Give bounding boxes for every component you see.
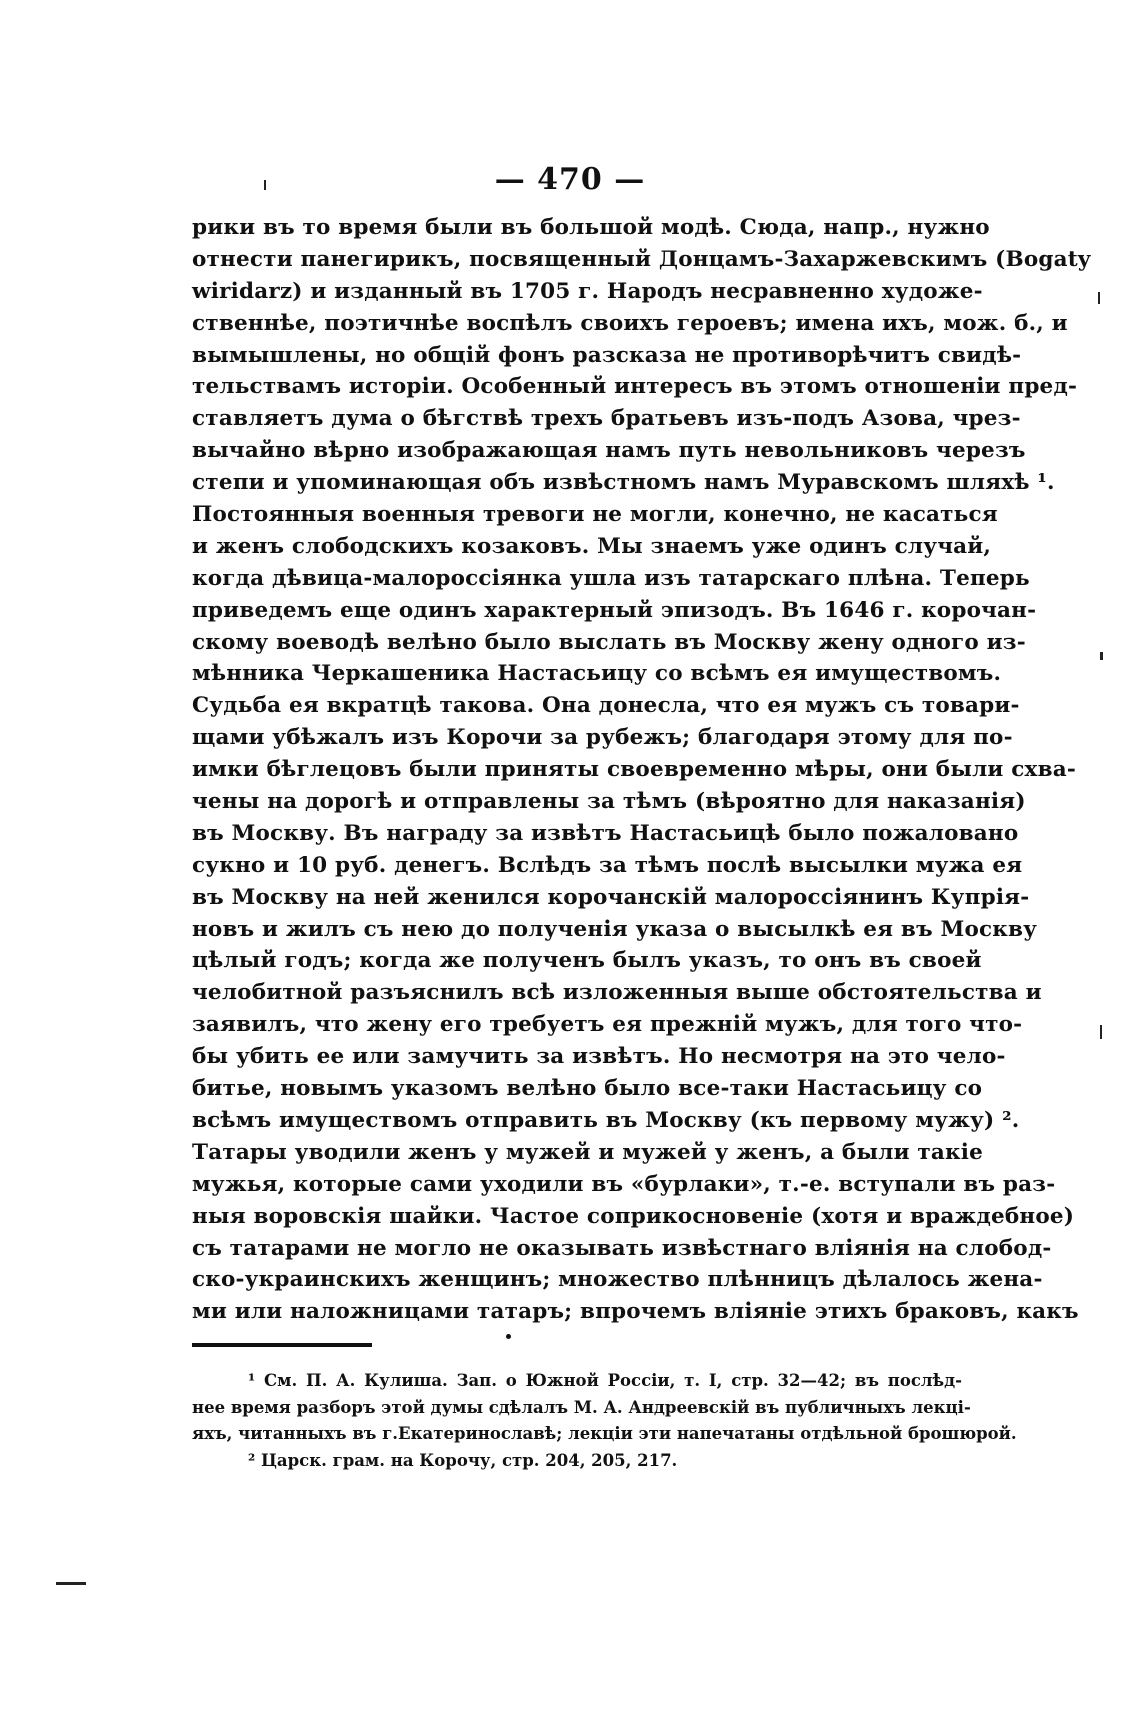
- text-line: съ татарами не могло не оказывать извѣстнаго вліянія на слобод-: [192, 1235, 1052, 1261]
- text-line: мѣнника Черкашеника Настасьицу со всѣмъ ея имуществомъ.: [192, 661, 1002, 687]
- text-line: когда дѣвица-малороссіянка ушла изъ татарскаго плѣна. Теперь: [192, 565, 1030, 591]
- text-line: въ Москву. Въ награду за извѣтъ Настасьицѣ было пожаловано: [192, 820, 1019, 846]
- margin-mark: [264, 180, 266, 190]
- margin-mark: [1100, 1025, 1102, 1039]
- text-line: всѣмъ имуществомъ отправить въ Москву (къ первому мужу) ².: [192, 1107, 1020, 1133]
- margin-mark: [1098, 292, 1100, 304]
- text-line: степи и упоминающая объ извѣстномъ намъ Муравскомъ шляхѣ ¹.: [192, 470, 1055, 496]
- text-line: вымышлены, но общій фонъ разсказа не противорѣчитъ свидѣ-: [192, 342, 1022, 368]
- text-line: приведемъ еще одинъ характерный эпизодъ. Въ 1646 г. корочан-: [192, 597, 1037, 623]
- text-line: имки бѣглецовъ были приняты своевременно мѣры, они были схва-: [192, 757, 1076, 783]
- page-number: — 470 —: [494, 162, 646, 197]
- footnote-line: нее время разборъ этой думы сдѣлалъ М. А. Андреевскій въ публичныхъ лекці-: [192, 1397, 971, 1417]
- text-line: ственнѣе, поэтичнѣе воспѣлъ своихъ героевъ; имена ихъ, мож. б., и: [192, 310, 1068, 336]
- text-line: Судьба ея вкратцѣ такова. Она донесла, что ея мужъ съ товари-: [192, 693, 1020, 719]
- text-line: Татары уводили женъ у мужей и мужей у женъ, а были такіе: [192, 1139, 984, 1165]
- text-line: тельствамъ исторіи. Особенный интересъ въ этомъ отношеніи пред-: [192, 374, 1078, 400]
- text-line: щами убѣжалъ изъ Корочи за рубежъ; благодаря этому для по-: [192, 725, 1013, 751]
- text-line: wiridarz) и изданный въ 1705 г. Народъ несравненно художе-: [192, 278, 983, 304]
- text-line: рики въ то время были въ большой модѣ. Сюда, напр., нужно: [192, 215, 990, 240]
- text-line: ми или наложницами татаръ; впрочемъ вліяніе этихъ браковъ, какъ: [192, 1299, 1079, 1325]
- text-line: въ Москву на ней женился корочанскій малороссіянинъ Купрія-: [192, 884, 1030, 910]
- margin-mark: [56, 1582, 86, 1585]
- text-line: чены на дорогѣ и отправлены за тѣмъ (вѣроятно для наказанія): [192, 789, 1026, 815]
- text-line: новъ и жилъ съ нею до полученія указа о высылкѣ ея въ Москву: [192, 916, 1038, 942]
- footnote-divider: [192, 1343, 372, 1347]
- footnote-line: ¹ См. П. А. Кулиша. Зап. о Южной Россіи, т. I, стр. 32—42; въ послѣд-: [248, 1371, 962, 1390]
- text-line: ставляетъ дума о бѣгствѣ трехъ братьевъ изъ-подъ Азова, чрез-: [192, 406, 1021, 432]
- text-line: ныя воровскія шайки. Частое соприкосновеніе (хотя и враждебное): [192, 1203, 1075, 1229]
- margin-mark: [1100, 652, 1103, 660]
- text-line: бы убить ее или замучить за извѣтъ. Но несмотря на это чело-: [192, 1044, 1006, 1070]
- footnote-line: ² Царск. грам. на Корочу, стр. 204, 205, 217.: [248, 1450, 678, 1470]
- text-line: отнести панегирикъ, посвященный Донцамъ-Захаржевскимъ (Bogaty: [192, 246, 1091, 272]
- footnotes: [192, 1368, 1017, 1474]
- print-dot: [506, 1334, 511, 1339]
- text-line: и женъ слободскихъ козаковъ. Мы знаемъ уже одинъ случай,: [192, 533, 992, 559]
- text-line: цѣлый годъ; когда же полученъ былъ указъ, то онъ въ своей: [192, 948, 982, 974]
- text-line: заявилъ, что жену его требуетъ ея прежній мужъ, для того что-: [192, 1012, 1023, 1038]
- text-line: Постоянныя военныя тревоги не могли, конечно, не касаться: [192, 502, 998, 528]
- text-line: челобитной разъяснилъ всѣ изложенныя выше обстоятельства и: [192, 980, 1042, 1006]
- text-line: вычайно вѣрно изображающая намъ путь невольниковъ черезъ: [192, 438, 1026, 464]
- text-line: мужья, которые сами уходили въ «бурлаки», т.-е. вступали въ раз-: [192, 1171, 1056, 1197]
- text-line: скому воеводѣ велѣно было выслать въ Москву жену одного из-: [192, 629, 1026, 655]
- footnote-line: яхъ, читанныхъ въ г.Екатеринославѣ; лекціи эти напечатаны отдѣльной брошюрой.: [192, 1424, 1017, 1443]
- text-line: битье, новымъ указомъ велѣно было все-таки Настасьицу со: [192, 1076, 983, 1102]
- body-text: [192, 212, 1091, 1328]
- text-line: сукно и 10 руб. денегъ. Вслѣдъ за тѣмъ послѣ высылки мужа ея: [192, 852, 1023, 878]
- text-line: ско-украинскихъ женщинъ; множество плѣнницъ дѣлалось жена-: [192, 1267, 1043, 1293]
